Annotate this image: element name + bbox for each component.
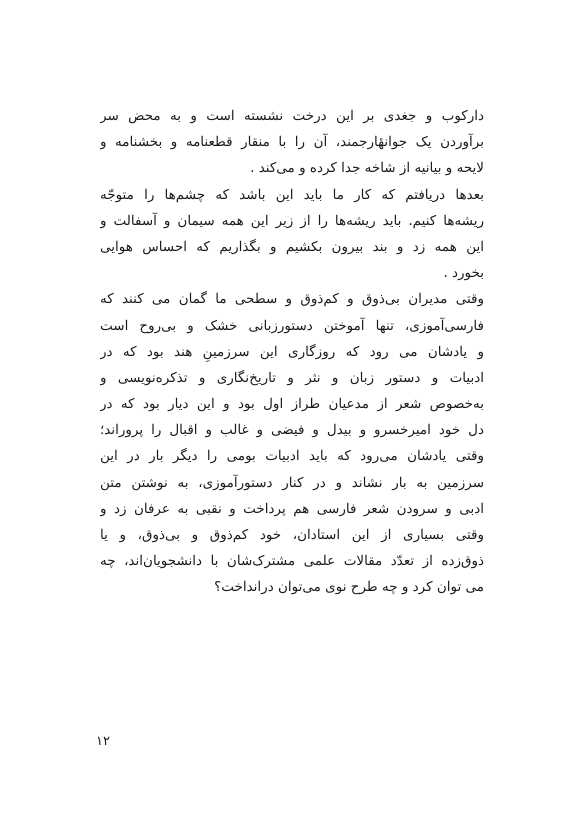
text-line: ذوق‌زده از تعدّد مقالات علمی مشترک‌شان با دانشجویان‌اند، چه [100,553,484,570]
text-line: می توان کرد و چه طرح نوی می‌توان درانداخت؟ [214,579,484,596]
text-line: این همه زد و بند بیرون بکشیم و بگذاریم که احساس هوایی [100,238,484,255]
text-line: برآوردن یک جوانهٔارجمند، آن را با منقار قطعنامه و بخشنامه و [100,134,484,151]
text-line: دارکوب و جغدی بر این درخت نشسته است و به محض سر [100,108,484,124]
text-line: سرزمین به بار نشاند و در کنار دستورآموزی، به نوشتن متن [100,474,484,491]
text-line: دل خود امیرخسرو و بیدل و فیضی و غالب و اقبال را پروراند؛ [100,422,484,439]
text-line: وقتی مدیران بی‌ذوق و کم‌ذوق و سطحی ما گمان می کنند که [100,291,484,308]
text-line: فارسی‌آموزی، تنها آموختن دستورزبانی خشک و بی‌روح است [100,317,484,334]
text-line: بعدها دریافتم که کار ما باید این باشد که چشم‌ها را متوجّه [100,186,484,203]
body-text [100,103,484,601]
text-line: ادبی و سرودن شعر فارسی هم پرداخت و نقبی به عرفان زد و [100,500,484,517]
text-line: لایحه و بیانیه از شاخه جدا کرده و می‌کند . [250,160,484,177]
text-line: وقتی یادشان می‌رود که باید ادبیات بومی را دیگر بار در این [100,448,484,465]
text-line: ادبیات و دستور زبان و نثر و تاریخ‌نگاری و تذکره‌نویسی و [100,369,484,386]
text-line: بخورد . [443,265,484,282]
text-line: و یادشان می رود که روزگاری این سرزمینِ هند بود که در [100,343,484,360]
text-line: به‌خصوص شعر از مدعیان طراز اول بود و این دیار بود که در [100,396,484,413]
text-line: ریشه‌ها کنیم. باید ریشه‌ها را از زیر این همه سیمان و آسفالت و [100,212,484,229]
page-number: ۱۲ [96,734,110,749]
text-line: وقتی بسیاری از این استادان، خود کم‌ذوق و بی‌ذوق، و یا [100,527,484,543]
